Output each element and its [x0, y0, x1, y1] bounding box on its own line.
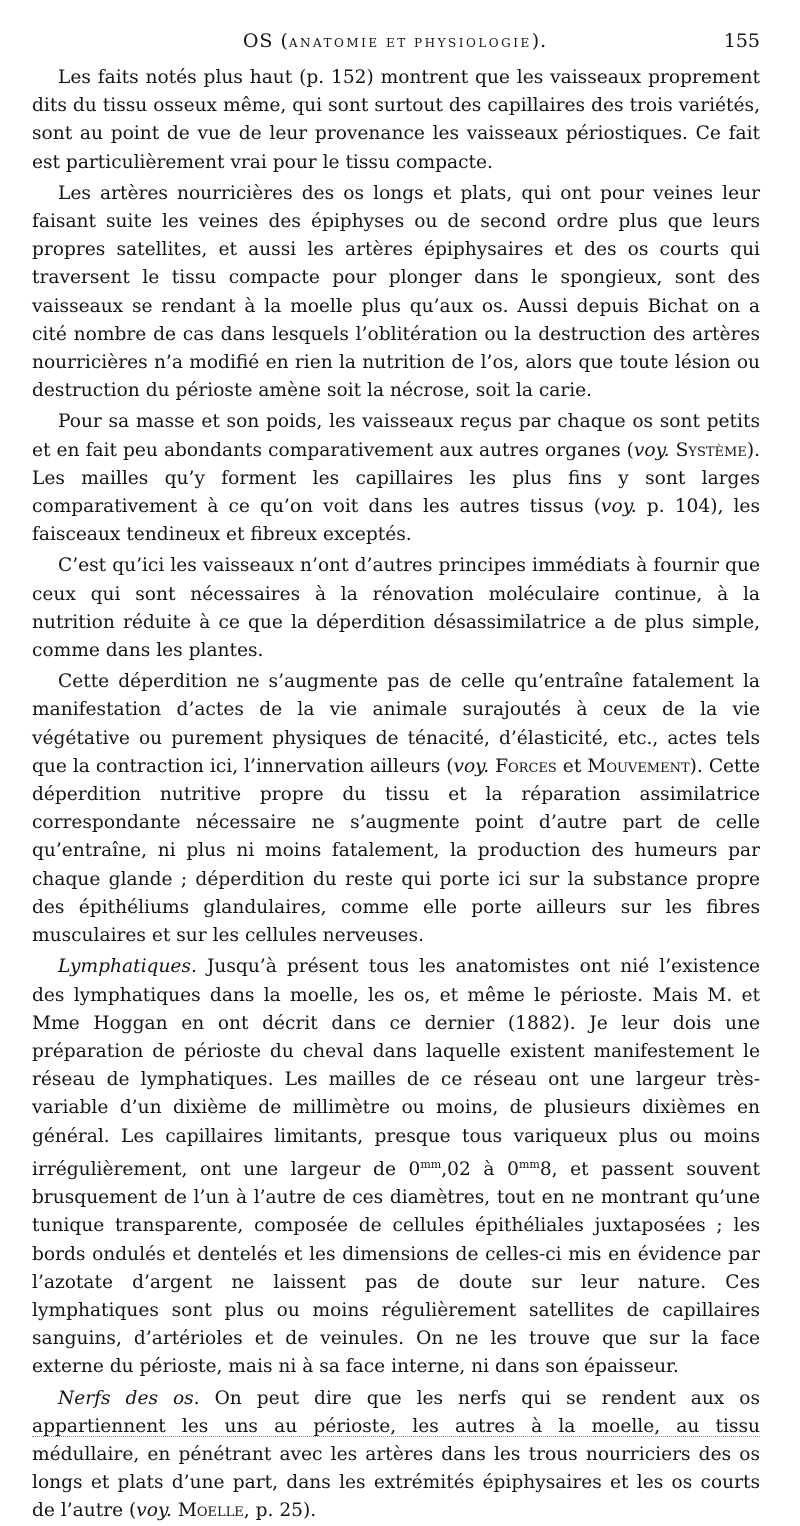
paragraph-nerfs: Nerfs des os. On peut dire que les nerfs qui se rendent aux os appartiennent les uns au périoste, les autres à la moelle, au tissu médullaire, en pénétrant avec les artères dans les trous nourriciers des os longs et plats d’une part, dans les extrémités épiphysaires et les os courts de l’autre (voy. Moelle, p. 25). — [32, 1387, 760, 1522]
paragraph-5: Cette déperdition ne s’augmente pas de celle qu’entraîne fatalement la manifestation d’actes de la vie animale surajoutés à ceux de la vie végétative ou purement physiques de ténacité, d’élasticité, etc., actes tels que la contraction ici, l’innervation ailleurs (voy. Forces et Mouvement). Cette déperdition nutritive propre du tissu et la réparation assimilatrice correspondante nécessaire ne s’augmente point d’autre part de celle qu’entraîne, ni plus ni moins fatalement, la production des humeurs par chaque glande ; déperdition du reste qui porte ici sur la substance propre des épithéliums glandulaires, comme elle porte ailleurs sur les fibres musculaires et sur les cellules nerveuses. — [32, 671, 760, 947]
voy-abbrev: voy. — [136, 1500, 172, 1522]
cross-reference: Forces — [495, 755, 557, 777]
cross-reference: Moelle — [177, 1500, 244, 1522]
paragraph-3: Pour sa masse et son poids, les vaisseaux reçus par chaque os sont petits et en fait peu abondants comparativement aux autres organes (voy. Système). Les mailles qu’y forment les capillaires les plus fins y sont larges comparativement à ce qu’on voit dans les autres tissus (voy. p. 104), les faisceaux tendineux et fibreux exceptés. — [32, 411, 760, 546]
section-lead: Lymphatiques. — [58, 956, 197, 978]
voy-abbrev: voy. — [453, 755, 490, 777]
page-number: 155 — [723, 30, 760, 52]
running-header — [30, 30, 760, 58]
paragraph-2: Les artères nourricières des os longs et plats, qui ont pour veines leur faisant suite les veines des épiphyses ou de second ordre plus que leurs propres satellites, et aussi les artères épiphysaires et des os courts qui traversent le tissu compacte pour plonger dans le spongieux, sont des vaisseaux se rendant à la moelle plus qu’aux os. Aussi depuis Bichat on a cité nombre de cas dans lesquels l’oblitération ou la destruction des artères nourricières n’a modifié en rien la nutrition de l’os, alors que toute lésion ou destruction du périoste amène soit la nécrose, soit la carie. — [32, 182, 760, 402]
footer-rule — [32, 1436, 760, 1438]
voy-abbrev: voy. — [601, 496, 637, 518]
voy-abbrev: voy. — [633, 439, 670, 461]
cross-reference: Mouvement — [587, 755, 690, 777]
running-title-subject: ANATOMIE ET PHYSIOLOGIE — [288, 36, 532, 50]
paragraph-4: C’est qu’ici les vaisseaux n’ont d’autres principes immédiats à fournir que ceux qui sont nécessaires à la rénovation moléculaire continue, à la nutrition réduite à ce que la déperdition désassimilatrice a de plus simple, comme dans les plantes. — [32, 555, 760, 662]
body-text — [32, 64, 760, 1526]
cross-reference: Système — [675, 439, 747, 461]
running-title: OS (ANATOMIE ET PHYSIOLOGIE). — [242, 30, 548, 52]
paragraph-lymphatiques: Lymphatiques. Jusqu’à présent tous les anatomistes ont nié l’existence des lymphatiques dans la moelle, les os, et même le périoste. Mais M. et Mme Hoggan en ont décrit dans ce dernier (1882). Je leur dois une préparation de périoste du cheval dans laquelle existent manifestement le réseau de lymphatiques. Les mailles de ce réseau ont une largeur très-variable d’un dixième de millimètre ou moins, de plusieurs dixièmes en général. Les capillaires limitants, presque tous variqueux plus ou moins irrégulièrement, ont une largeur de $0^{mm},02$ à $0^{mm}8$, et passent souvent brusquement de l’un à l’autre de ces diamètres, tout en ne montrant qu’une tunique transparente, composée de cellules épithéliales juxtaposées ; les bords ondulés et dentelés et les dimensions de celles-ci mis en évidence par l’azotate d’argent ne laissent pas de doute sur leur nature. Ces lymphatiques sont plus ou moins régulièrement satellites de capillaires sanguins, d’artérioles et de veinules. On ne les trouve que sur la face externe du périoste, mais ni à sa face interne, ni dans son épaisseur. — [32, 956, 760, 1378]
section-lead: Nerfs des os. — [58, 1387, 200, 1409]
paragraph-1: Les faits notés plus haut (p. 152) montrent que les vaisseaux proprement dits du tissu osseux même, qui sont surtout des capillaires des trois variétés, sont au point de vue de leur provenance les vaisseaux périostiques. Ce fait est particulièrement vrai pour le tissu compacte. — [32, 67, 760, 173]
